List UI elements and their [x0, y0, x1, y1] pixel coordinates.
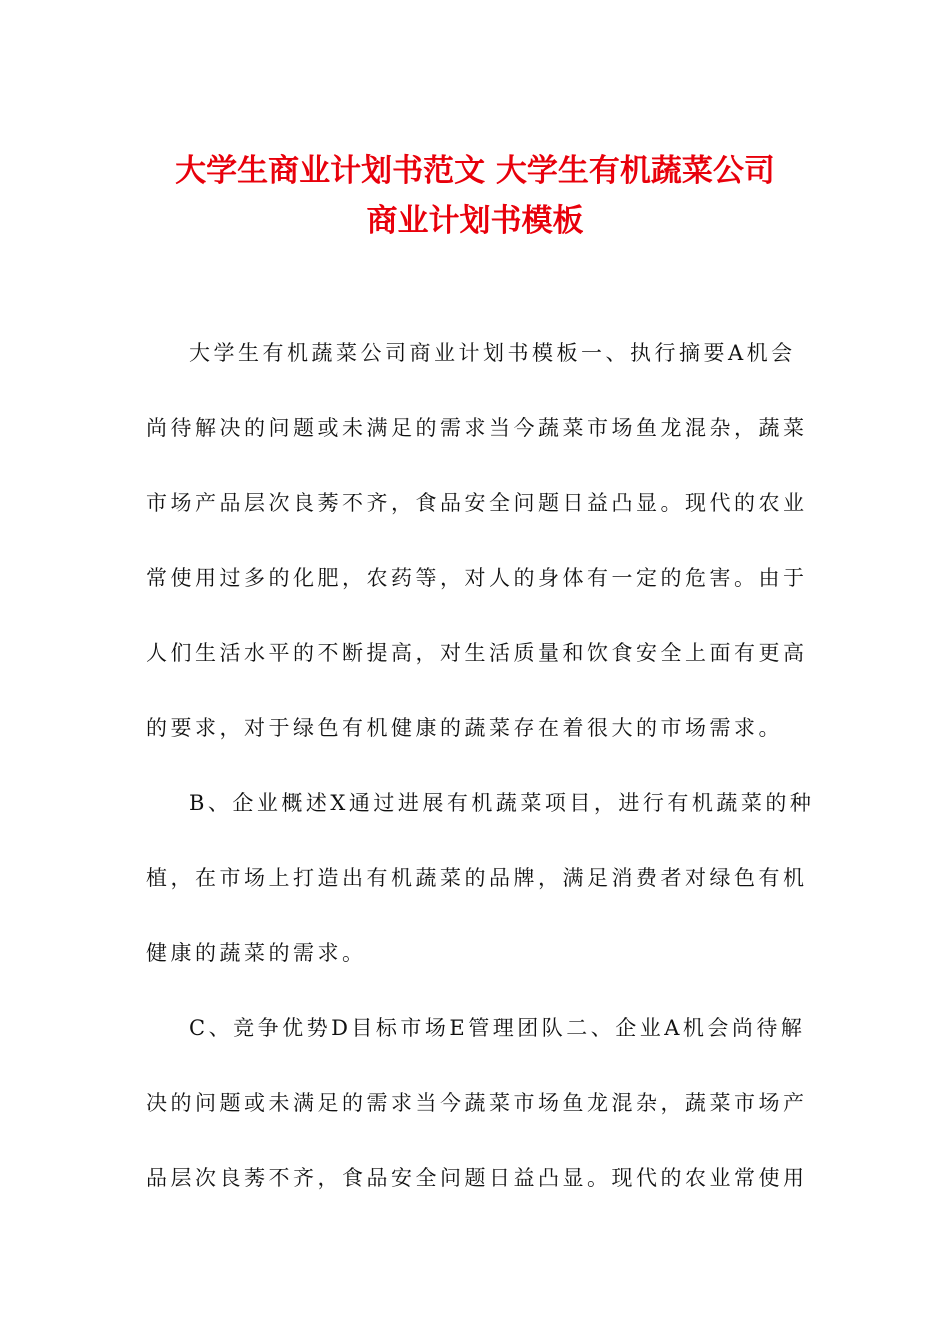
paragraph-line: 品层次良莠不齐，食品安全问题日益凸显。现代的农业常使用: [146, 1166, 808, 1190]
document-title: [100, 146, 850, 246]
paragraph-line: 尚待解决的问题或未满足的需求当今蔬菜市场鱼龙混杂，蔬菜: [146, 416, 808, 440]
paragraph-line: 健康的蔬菜的需求。: [146, 941, 367, 965]
paragraph-2: [146, 779, 816, 1004]
paragraph-line: 大学生有机蔬菜公司商业计划书模板一、执行摘要A机会: [189, 341, 796, 365]
paragraph-line: B、企业概述X通过进展有机蔬菜项目，进行有机蔬菜的种: [189, 791, 815, 815]
paragraph-line: 人们生活水平的不断提高，对生活质量和饮食安全上面有更高: [146, 641, 808, 665]
paragraph-line: 常使用过多的化肥，农药等，对人的身体有一定的危害。由于: [146, 566, 808, 590]
paragraph-line: C、竞争优势D目标市场E管理团队二、企业A机会尚待解: [189, 1016, 806, 1040]
title-line-2: 商业计划书模板: [366, 203, 584, 239]
title-line-1: 大学生商业计划书范文 大学生有机蔬菜公司: [175, 153, 775, 189]
paragraph-line: 的要求，对于绿色有机健康的蔬菜存在着很大的市场需求。: [146, 716, 783, 740]
paragraph-line: 决的问题或未满足的需求当今蔬菜市场鱼龙混杂，蔬菜市场产: [146, 1091, 808, 1115]
document-body: [146, 329, 816, 1229]
paragraph-3: [146, 1004, 816, 1229]
paragraph-line: 植，在市场上打造出有机蔬菜的品牌，满足消费者对绿色有机: [146, 866, 808, 890]
paragraph-1: [146, 329, 816, 779]
paragraph-line: 市场产品层次良莠不齐，食品安全问题日益凸显。现代的农业: [146, 491, 808, 515]
